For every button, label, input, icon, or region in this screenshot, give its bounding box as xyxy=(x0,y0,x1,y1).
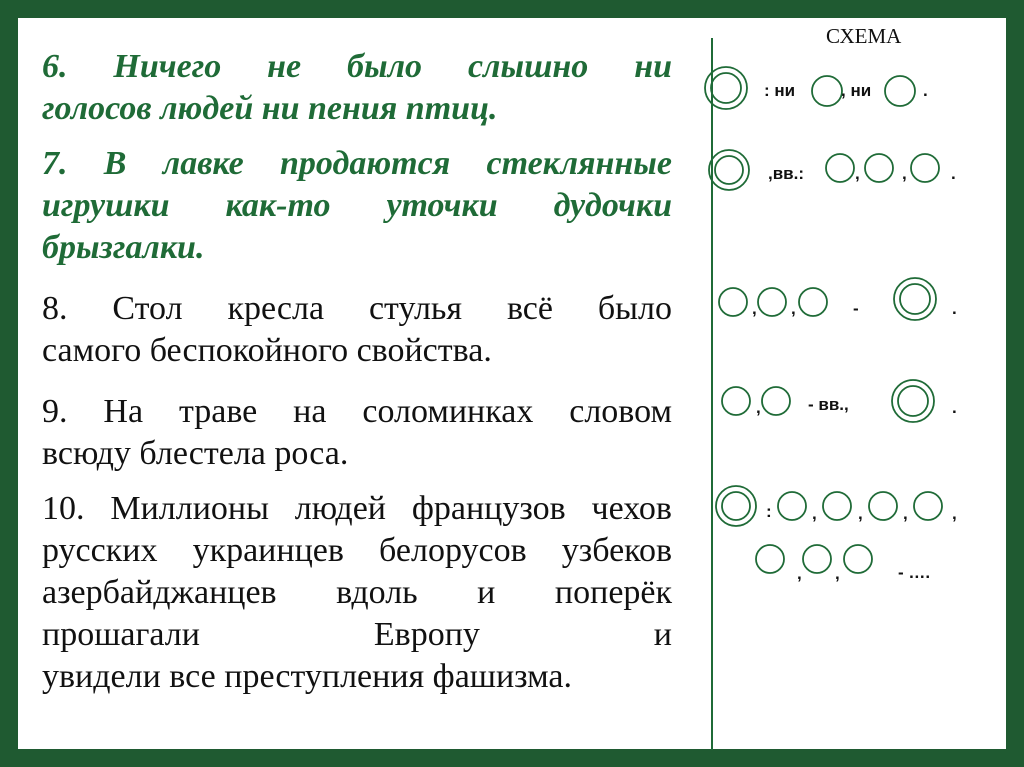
circle xyxy=(762,387,790,415)
schema-9-intro: - вв., xyxy=(808,395,849,414)
slide xyxy=(18,18,1006,749)
circle xyxy=(722,387,750,415)
circle xyxy=(719,288,747,316)
circle xyxy=(865,154,893,182)
sentence-7-line-1: 7. В лавке продаются стеклянные xyxy=(42,145,672,182)
schema-7 xyxy=(709,150,956,190)
sentence-10-line-2: чехов русских украинцев белорусов xyxy=(42,490,672,569)
double-circle-inner xyxy=(715,156,743,184)
circle xyxy=(885,76,915,106)
schema-6 xyxy=(705,67,928,109)
circle xyxy=(799,288,827,316)
schema-10-sep-5: , xyxy=(797,564,802,583)
circle xyxy=(911,154,939,182)
circle xyxy=(803,545,831,573)
schema-8-end: . xyxy=(952,299,957,318)
sentence-10-line-1: 10. Миллионы людей французов xyxy=(42,490,566,527)
double-circle-inner xyxy=(722,492,750,520)
sentence-7-line-3: брызгалки. xyxy=(42,229,205,266)
schema-10-sep-2: , xyxy=(858,504,863,523)
schema-7-text-1: ,вв.: xyxy=(768,164,805,183)
schema-title: СХЕМА xyxy=(826,24,902,48)
sentence-8-line-1: 8. Стол кресла стулья всё было xyxy=(42,290,672,327)
schema-10-end: - …. xyxy=(898,563,931,582)
circle xyxy=(869,492,897,520)
schema-7-sep-1: , xyxy=(855,164,860,183)
sentence-6-line-2: голосов людей ни пения птиц. xyxy=(42,90,498,127)
double-circle-inner xyxy=(711,73,741,103)
circle xyxy=(844,545,872,573)
schema-8-dash: - xyxy=(853,299,859,318)
schema-10-sep-4: , xyxy=(952,504,957,523)
circle xyxy=(758,288,786,316)
schema-6-text-2: , ни xyxy=(841,81,872,100)
sentence-10-line-4: поперёк прошагали Европу и xyxy=(42,574,673,653)
schema-7-sep-2: , xyxy=(902,164,907,183)
schema-6-end: . xyxy=(923,81,928,100)
schema-7-end: . xyxy=(951,164,956,183)
schema-10-sep-3: , xyxy=(903,504,908,523)
circle xyxy=(823,492,851,520)
schema-10-sep-6: , xyxy=(835,564,840,583)
schema-8 xyxy=(719,278,957,320)
schema-8-sep-2: , xyxy=(791,299,796,318)
sentence-8-line-2: самого беспокойного свойства. xyxy=(42,332,492,369)
sentence-9-line-2: всюду блестела роса. xyxy=(42,435,349,472)
double-circle-inner xyxy=(898,386,928,416)
double-circle-inner xyxy=(900,284,930,314)
schema-8-sep-1: , xyxy=(752,299,757,318)
schema-10-colon: : xyxy=(766,502,772,521)
schema-9-sep-1: , xyxy=(756,398,761,417)
schema-9-end: . xyxy=(952,398,957,417)
sentence-6-line-1: 6. Ничего не было слышно ни xyxy=(42,48,672,85)
sentence-7-line-2: игрушки как-то уточки дудочки xyxy=(42,187,672,224)
sentence-9-line-1: 9. На траве на соломинках словом xyxy=(42,393,672,430)
punctuation-schemas xyxy=(18,18,1006,749)
schema-10-sep-1: , xyxy=(812,504,817,523)
circle xyxy=(812,76,842,106)
sentence-10-line-5: увидели все преступления фашизма. xyxy=(42,658,572,695)
circle xyxy=(914,492,942,520)
circle xyxy=(756,545,784,573)
schema-9 xyxy=(722,380,957,422)
circle xyxy=(778,492,806,520)
schema-10 xyxy=(716,486,957,583)
schema-6-text-1: : ни xyxy=(764,81,796,100)
sentence-10-line-3: узбеков азербайджанцев вдоль и xyxy=(42,532,672,611)
circle xyxy=(826,154,854,182)
